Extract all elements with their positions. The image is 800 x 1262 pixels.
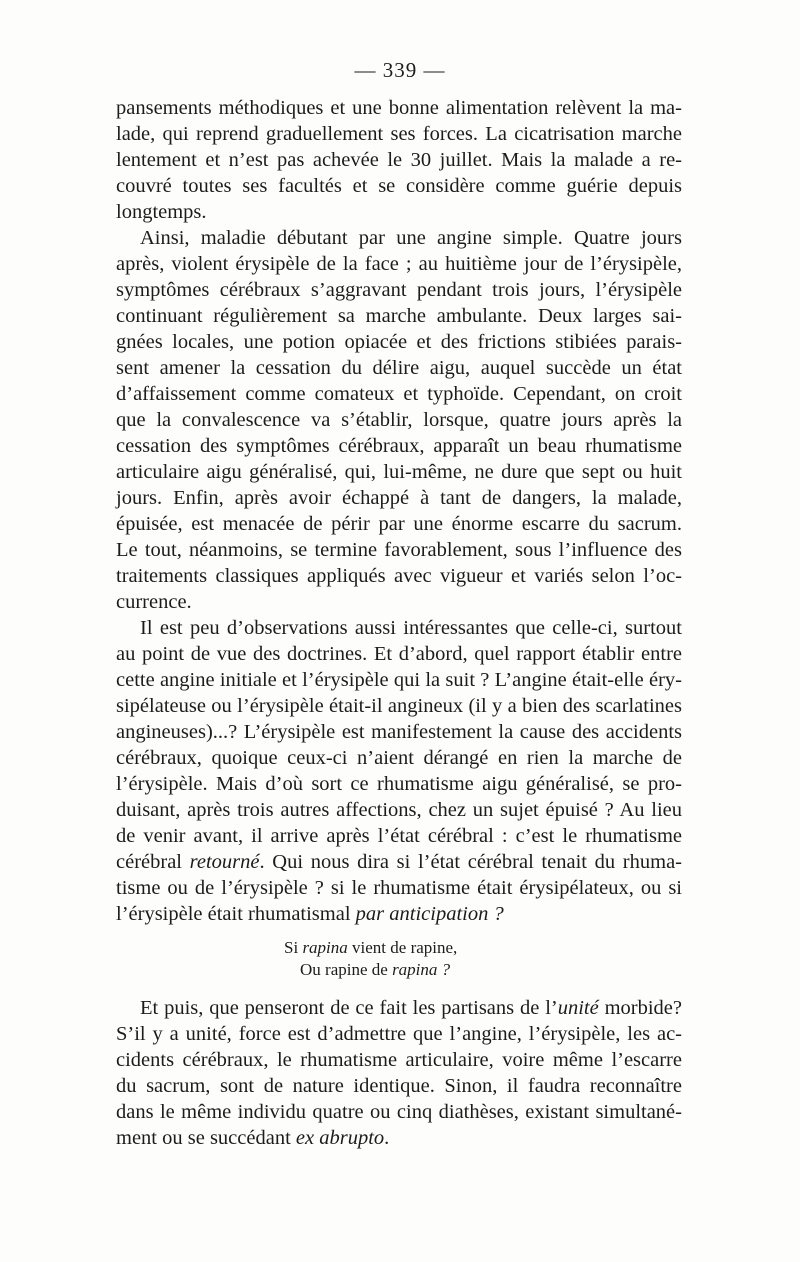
text-line-content: symptômes cérébraux s’aggravant pendant trois jours, l’érysipèle	[116, 279, 682, 301]
text-line	[116, 849, 682, 875]
paragraph-4	[116, 995, 682, 1151]
text-line-content: cérébral	[116, 851, 190, 873]
text-line-content: lentement et n’est pas achevée le 30 juillet. Mais la malade a re-	[116, 149, 682, 171]
text-line-content: duisant, après trois autres affections, chez un sujet épuisé ? Au lieu	[116, 799, 682, 821]
text-line-content: Il est peu d’observations aussi intéressantes que celle-ci, surtout	[140, 617, 682, 639]
text-line	[116, 537, 682, 563]
text-line-content: angineuses)...? L’érysipèle est manifestement la cause des accidents	[116, 721, 682, 743]
text-line-content: Et puis, que penseront de ce fait les partisans de l’	[140, 997, 558, 1019]
text-line-content: sent amener la cessation du délire aigu, auquel succède un état	[116, 357, 682, 379]
text-line-content: du sacrum, sont de nature identique. Sinon, il faudra reconnaître	[116, 1075, 682, 1097]
text-line-content: Le tout, néanmoins, se termine favorablement, sous l’influence des	[116, 539, 682, 561]
verse-line-1	[284, 937, 457, 959]
text-line	[116, 95, 682, 121]
paragraph-2	[116, 225, 682, 615]
text-line-content: traitements classiques appliqués avec vigueur et variés selon l’oc-	[116, 565, 682, 587]
text-line	[116, 901, 682, 927]
text-line-content: jours. Enfin, après avoir échappé à tant de dangers, la malade,	[116, 487, 682, 509]
text-line-content: épuisée, est menacée de périr par une énorme escarre du sacrum.	[116, 513, 682, 535]
text-line	[116, 251, 682, 277]
text-line	[116, 173, 682, 199]
text-line-content: continuant régulièrement sa marche ambulante. Deux larges sai-	[116, 305, 682, 327]
text-line-tail: .	[384, 1127, 390, 1149]
text-line-tail: morbide?	[598, 997, 682, 1019]
text-line-content: pansements méthodiques et une bonne alimentation relèvent la ma-	[116, 97, 682, 119]
text-line-content: après, violent érysipèle de la face ; au huitième jour de l’érysipèle,	[116, 253, 682, 275]
text-line	[116, 1021, 682, 1047]
text-line-content: cessation des symptômes cérébraux, apparaît un beau rhumatisme	[116, 435, 682, 457]
text-line-content: cette angine initiale et l’érysipèle qui la suit ? L’angine était-elle éry-	[116, 669, 682, 691]
text-line	[116, 693, 682, 719]
text-line-content: d’affaissement comme comateux et typhoïde. Cependant, on croit	[116, 383, 682, 405]
text-line	[116, 303, 682, 329]
text-line	[116, 875, 682, 901]
text-line	[116, 1073, 682, 1099]
main-text-block	[116, 95, 682, 927]
text-line	[116, 995, 682, 1021]
text-line-content: tisme ou de l’érysipèle ? si le rhumatisme était érysipélateux, ou si	[116, 877, 682, 899]
text-line-content: ment ou se succédant	[116, 1127, 296, 1149]
verse-line-2-italic: rapina ?	[392, 960, 451, 979]
text-line-content: gnées locales, une potion opiacée et des frictions stibiées parais-	[116, 331, 682, 353]
text-line	[116, 719, 682, 745]
verse-line-1-tail: vient de rapine,	[347, 938, 458, 957]
text-line	[116, 459, 682, 485]
text-line	[116, 199, 682, 225]
italic-text: retourné	[189, 851, 260, 873]
text-line	[116, 1099, 682, 1125]
text-line	[116, 121, 682, 147]
text-line	[116, 225, 682, 251]
text-line	[116, 797, 682, 823]
italic-text: unité	[557, 997, 599, 1019]
text-line-content: articulaire aigu généralisé, qui, lui-même, ne dure que sept ou huit	[116, 461, 682, 483]
text-line-content: au point de vue des doctrines. Et d’abord, quel rapport établir entre	[116, 643, 682, 665]
text-line-content: dans le même individu quatre ou cinq diathèses, existant simultané-	[116, 1101, 682, 1123]
text-line	[116, 511, 682, 537]
text-line-content: currence.	[116, 591, 192, 613]
text-line	[116, 641, 682, 667]
text-line-content: couvré toutes ses facultés et se considère comme guérie depuis	[116, 175, 682, 197]
text-line	[116, 277, 682, 303]
text-line	[116, 407, 682, 433]
text-line	[116, 355, 682, 381]
text-line-content: Ainsi, maladie débutant par une angine simple. Quatre jours	[140, 227, 682, 249]
verse-line-1-italic: rapina	[302, 938, 348, 957]
text-line-content: cérébraux, quoique ceux-ci n’aient dérangé en rien la marche de	[116, 747, 682, 769]
text-line	[116, 589, 682, 615]
text-line	[116, 485, 682, 511]
text-line	[116, 1047, 682, 1073]
italic-text: par anticipation ?	[355, 903, 504, 925]
page-number: — 339 —	[354, 58, 446, 82]
text-line-content: longtemps.	[116, 201, 207, 223]
text-line-content: cidents cérébraux, le rhumatisme articulaire, voire même l’escarre	[116, 1049, 682, 1071]
text-line-content: l’érysipèle était rhumatismal	[116, 903, 356, 925]
text-line	[116, 1125, 682, 1151]
text-line-content: sipélateuse ou l’érysipèle était-il angineux (il y a bien des scarlatines	[116, 695, 682, 717]
text-line-content: lade, qui reprend graduellement ses forces. La cicatrisation marche	[116, 123, 682, 145]
verse-line-2	[300, 959, 450, 981]
text-line	[116, 771, 682, 797]
text-line	[116, 433, 682, 459]
text-line	[116, 667, 682, 693]
text-line-content: S’il y a unité, force est d’admettre que l’angine, l’érysipèle, les ac-	[116, 1023, 682, 1045]
text-line	[116, 745, 682, 771]
verse-line-1-text: Si	[284, 938, 303, 957]
verse-line-2-text: Ou rapine de	[300, 960, 393, 979]
paragraph-1	[116, 95, 682, 225]
text-line	[116, 147, 682, 173]
paragraph-3	[116, 615, 682, 927]
text-line	[116, 563, 682, 589]
text-line	[116, 329, 682, 355]
italic-text: ex abrupto	[295, 1127, 385, 1149]
text-line-content: de venir avant, il arrive après l’état cérébral : c’est le rhumatisme	[116, 825, 682, 847]
text-line-tail: . Qui nous dira si l’état cérébral tenait du rhuma-	[259, 851, 682, 873]
text-line	[116, 615, 682, 641]
text-line-content: que la convalescence va s’établir, lorsque, quatre jours après la	[116, 409, 682, 431]
text-line-content: l’érysipèle. Mais d’où sort ce rhumatisme aigu généralisé, se pro-	[116, 773, 682, 795]
text-line	[116, 823, 682, 849]
text-line	[116, 381, 682, 407]
